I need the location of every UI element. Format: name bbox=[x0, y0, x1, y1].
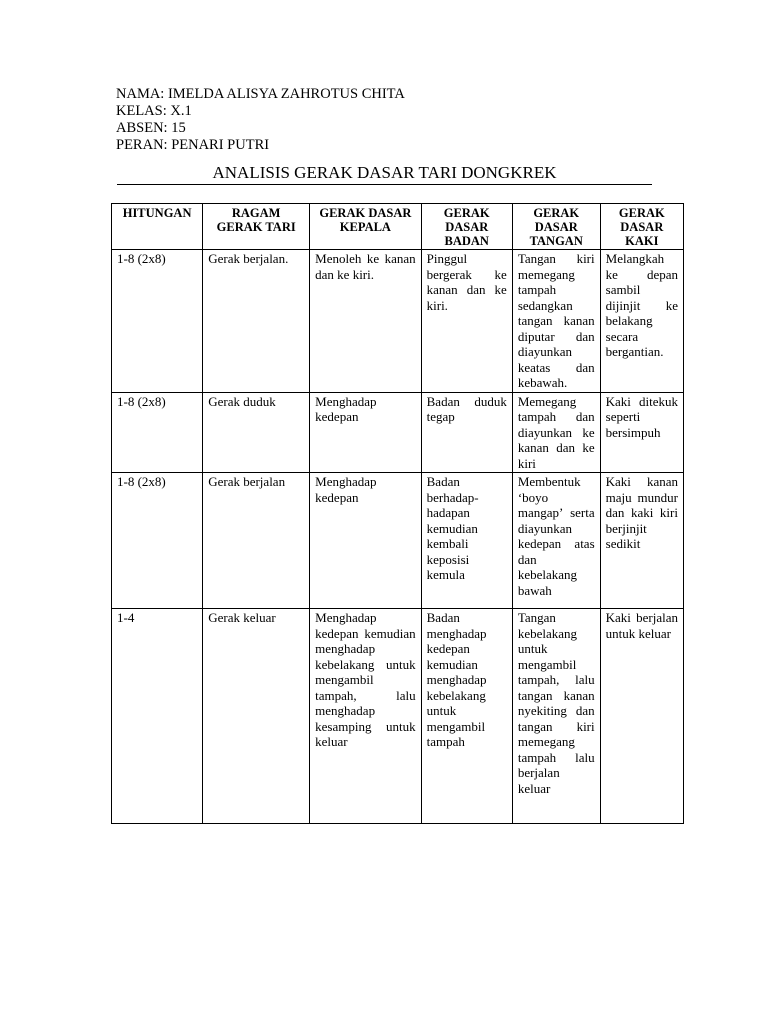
student-info bbox=[116, 86, 405, 154]
cell-kepala: Menghadap kedepan bbox=[310, 473, 421, 609]
table-row bbox=[112, 250, 684, 393]
header-tangan: GERAK DASAR TANGAN bbox=[512, 204, 600, 250]
cell-ragam: Gerak keluar bbox=[203, 609, 310, 824]
header-kepala: GERAK DASAR KEPALA bbox=[310, 204, 421, 250]
cell-hitungan: 1-8 (2x8) bbox=[112, 392, 203, 473]
student-role: PERAN: PENARI PUTRI bbox=[116, 137, 270, 153]
cell-tangan: Membentuk ‘boyo mangap’ serta diayunkan kedepan atas dan kebelakang bawah bbox=[512, 473, 600, 609]
header-ragam: RAGAM GERAK TARI bbox=[203, 204, 310, 250]
student-name: NAMA: IMELDA ALISYA ZAHROTUS CHITA bbox=[116, 86, 405, 102]
cell-ragam: Gerak duduk bbox=[203, 392, 310, 473]
cell-kaki: Kaki ditekuk seperti bersimpuh bbox=[600, 392, 683, 473]
header-badan: GERAK DASAR BADAN bbox=[421, 204, 512, 250]
table-row bbox=[112, 473, 684, 609]
table-header-row bbox=[112, 204, 684, 250]
cell-hitungan: 1-4 bbox=[112, 609, 203, 824]
cell-ragam: Gerak berjalan bbox=[203, 473, 310, 609]
cell-kaki: Kaki berjalan untuk keluar bbox=[600, 609, 683, 824]
analysis-table bbox=[111, 203, 684, 824]
cell-badan: Pinggul bergerak ke kanan dan ke kiri. bbox=[421, 250, 512, 393]
cell-kepala: Menoleh ke kanan dan ke kiri. bbox=[310, 250, 421, 393]
document-title: ANALISIS GERAK DASAR TARI DONGKREK bbox=[117, 162, 652, 185]
cell-tangan: Memegang tampah dan diayunkan ke kanan dan ke kiri bbox=[512, 392, 600, 473]
cell-kaki: Kaki kanan maju mundur dan kaki kiri berjinjit sedikit bbox=[600, 473, 683, 609]
student-absen: ABSEN: 15 bbox=[116, 120, 186, 136]
cell-badan: Badan menghadap kedepan kemudian menghadap kebelakang untuk mengambil tampah bbox=[421, 609, 512, 824]
student-class: KELAS: X.1 bbox=[116, 103, 192, 119]
table-row bbox=[112, 392, 684, 473]
cell-ragam: Gerak berjalan. bbox=[203, 250, 310, 393]
cell-tangan: Tangan kebelakang untuk mengambil tampah, lalu tangan kanan nyekiting dan tangan kiri memegang tampah lalu berjalan keluar bbox=[512, 609, 600, 824]
cell-kaki: Melangkah ke depan sambil dijinjit ke belakang secara bergantian. bbox=[600, 250, 683, 393]
header-hitungan: HITUNGAN bbox=[112, 204, 203, 250]
table-row bbox=[112, 609, 684, 824]
cell-kepala: Menghadap kedepan bbox=[310, 392, 421, 473]
cell-hitungan: 1-8 (2x8) bbox=[112, 250, 203, 393]
cell-kepala: Menghadap kedepan kemudian menghadap kebelakang untuk mengambil tampah, lalu menghadap kesamping untuk keluar bbox=[310, 609, 421, 824]
cell-tangan: Tangan kiri memegang tampah sedangkan tangan kanan diputar dan diayunkan keatas dan kebawah. bbox=[512, 250, 600, 393]
cell-badan: Badan duduk tegap bbox=[421, 392, 512, 473]
cell-hitungan: 1-8 (2x8) bbox=[112, 473, 203, 609]
cell-badan: Badan berhadap-hadapan kemudian kembali keposisi kemula bbox=[421, 473, 512, 609]
header-kaki: GERAK DASAR KAKI bbox=[600, 204, 683, 250]
